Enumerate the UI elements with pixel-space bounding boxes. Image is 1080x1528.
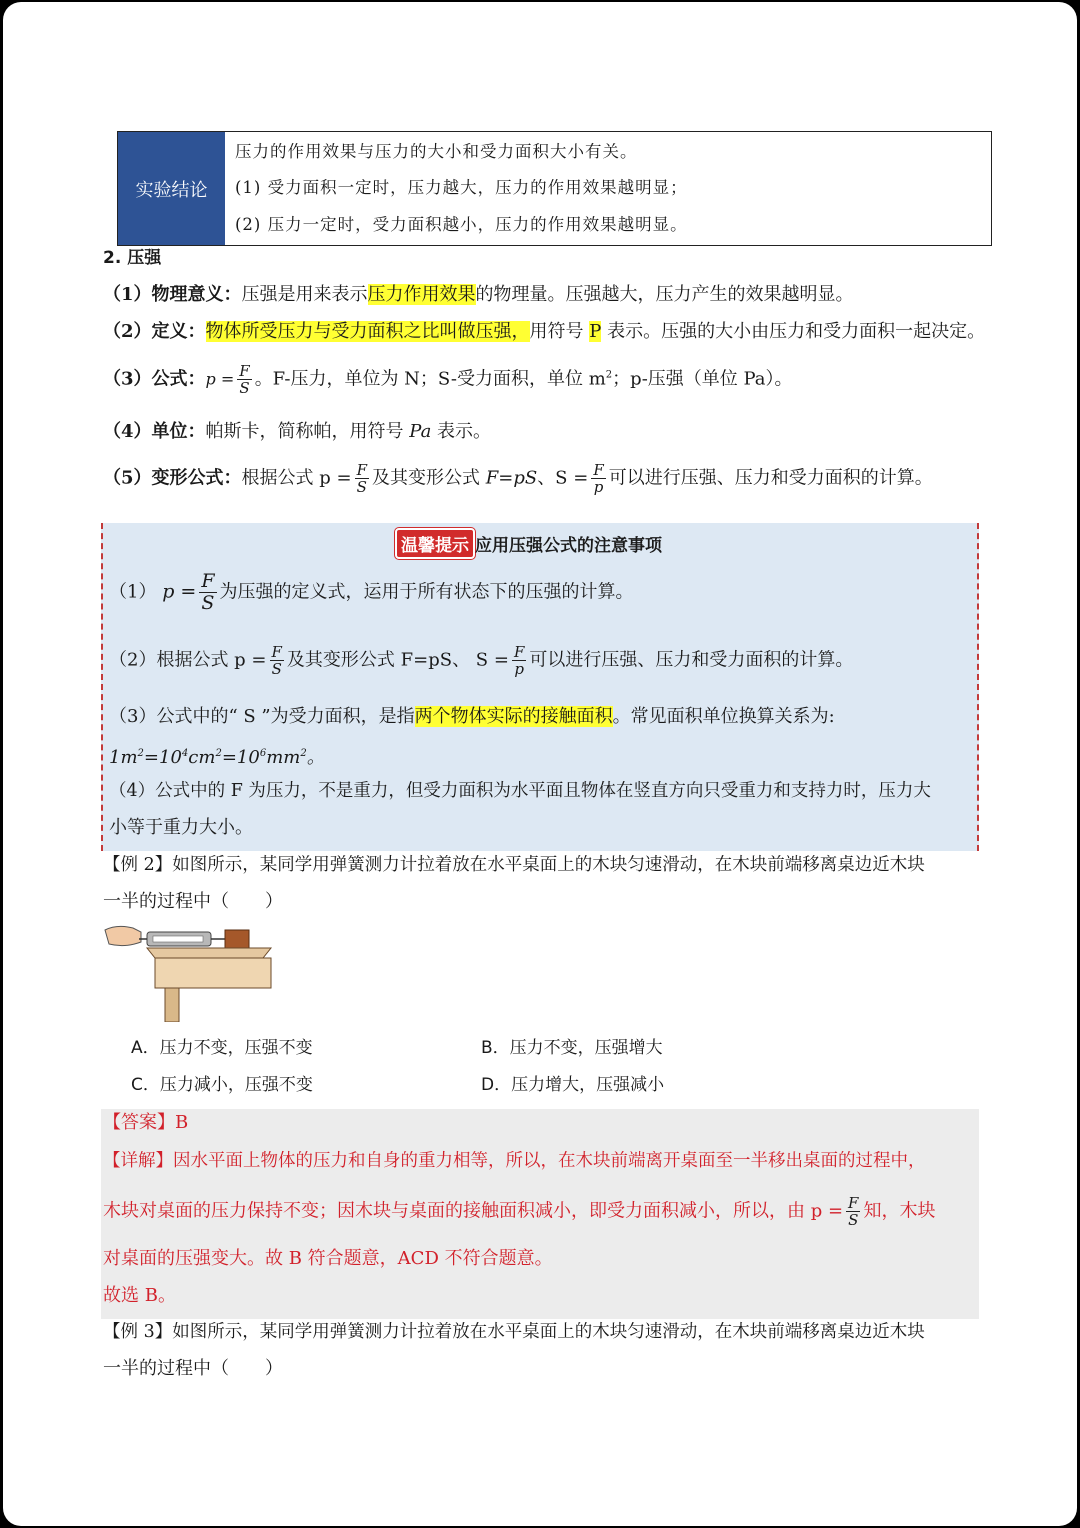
label: （5）变形公式： [103,467,242,489]
table-block-figure [103,922,278,1022]
superscript: 4 [181,748,189,759]
text: cm [188,747,216,768]
para-formula [103,363,793,396]
detail-line-2 [103,1195,935,1228]
table-top [147,948,271,958]
fraction [512,644,526,677]
highlight: P [589,321,602,342]
label: （4）单位： [103,421,206,442]
tip-item-3 [109,705,835,729]
fraction [846,1195,860,1228]
text: 、S = [537,467,589,489]
text: 表示。压强的大小由压力和受力面积一起决定。 [601,321,986,342]
scale-window [153,936,203,942]
denominator: S [356,478,367,496]
label: （1）物理意义： [103,284,242,305]
tip-badge: 温馨提示 [395,528,475,559]
para-physical-meaning [103,283,854,307]
text: （3）公式中的“ S ”为受力面积，是指 [109,706,415,727]
answer-box [101,1109,979,1319]
text: 知，木块 [863,1200,936,1222]
detail-line-1: 【详解】因水平面上物体的压力和自身的重力相等，所以，在木块前端离开桌面至一半移出桌面的过程中， [103,1151,926,1171]
table-leg [165,988,179,1022]
tip-item-4-line-2: 小等于重力大小。 [109,817,253,838]
text: 及其变形公式 [372,467,486,489]
text: 。常见面积单位换算关系为: [612,706,835,727]
tip-heading [395,528,662,559]
fraction [591,462,605,495]
text: 及其变形公式 F=pS、 S = [286,649,509,671]
example2-line-2: 一半的过程中（ ） [103,891,283,912]
text: 可以进行压强、压力和受力面积的计算。 [608,467,933,489]
denominator: S [201,592,215,614]
text: 的物理量。压强越大，压力产生的效果越明显。 [475,284,854,305]
text: 帕斯卡，简称帕，用符号 [205,421,410,442]
text: mm [266,747,301,768]
fraction [237,363,251,396]
section-title: 2. 压强 [103,248,162,268]
text: 压强是用来表示 [241,284,368,305]
denominator: S [239,379,250,397]
para-unit [103,420,491,444]
highlight: 物体所受压力与受力面积之比叫做压强， [205,321,530,342]
example3-line-1: 【例 3】如图所示，某同学用弹簧测力计拉着放在水平桌面上的木块匀速滑动，在木块前端移离桌边近木块 [103,1322,925,1342]
conclusion-table [117,131,992,246]
tip-item-2 [109,644,853,677]
highlight: 压力作用效果 [367,284,476,305]
highlight: 两个物体实际的接触面积 [414,706,613,727]
fraction [199,571,216,614]
example2-line-1: 【例 2】如图所示，某同学用弹簧测力计拉着放在水平桌面上的木块匀速滑动，在木块前端移离桌边近木块 [103,855,925,875]
hand-shape [105,926,141,945]
formula-p: p = [205,369,235,389]
text: 1m [109,747,138,768]
text: 。 [306,747,325,768]
conclusion-line-2: (1) 受力面积一定时，压力越大，压力的作用效果越明显； [235,178,688,197]
para-derived-formula [103,462,933,495]
superscript: 2 [300,748,307,759]
final-answer: 故选 B。 [103,1285,176,1306]
table-front [155,958,271,988]
text: =10 [221,747,260,768]
fraction [270,644,284,677]
denominator: S [271,660,282,678]
numerator: F [356,461,368,479]
option-b[interactable]: B．压力不变，压强增大 [481,1038,663,1058]
denominator: p [514,660,524,678]
numerator: F [513,643,525,661]
conclusion-line-3: (2) 压力一定时，受力面积越小，压力的作用效果越明显。 [235,215,688,234]
numerator: F [271,643,282,661]
text: 为压强的定义式，运用于所有状态下的压强的计算。 [219,581,634,603]
para-definition [103,320,985,344]
tip-item-1 [109,571,634,614]
superscript: 2 [215,748,222,759]
tip-box [101,523,979,851]
text: 木块对桌面的压力保持不变；因木块与桌面的接触面积减小，即受力面积减小，所以，由 p = [103,1200,844,1222]
label: （2）定义： [103,321,206,342]
option-a[interactable]: A．压力不变，压强不变 [131,1038,313,1058]
detail-line-3: 对桌面的压强变大。故 B 符合题意，ACD 不符合题意。 [103,1248,553,1269]
answer-line: 【答案】B [103,1112,189,1133]
text: 表示。 [431,421,492,442]
text: =10 [143,747,182,768]
superscript: 6 [259,748,267,759]
tip-item-4-line-1: （4）公式中的 F 为压力，不是重力，但受力面积为水平面且物体在竖直方向只受重力和支持力时，压力大 [109,781,931,801]
text: 用符号 [529,321,590,342]
conclusion-header: 实验结论 [118,132,225,245]
text: （1） [109,581,163,603]
numerator: F [239,362,250,380]
numerator: F [848,1194,859,1212]
example3-line-2: 一半的过程中（ ） [103,1358,283,1379]
superscript: 2 [605,369,613,381]
conclusion-line-1: 压力的作用效果与压力的大小和受力面积大小有关。 [235,142,638,161]
denominator: S [848,1211,859,1229]
numerator: F [201,570,215,592]
fraction [355,462,369,495]
denominator: p [593,478,604,496]
document-page [3,2,1077,1526]
text: （2）根据公式 p = [109,649,267,671]
wooden-block [225,930,249,948]
text: ；p-压强（单位 Pa）。 [612,368,793,390]
text: 。F-压力，单位为 N；S-受力面积，单位 m [254,368,606,390]
text: 可以进行压强、压力和受力面积的计算。 [529,649,854,671]
label: （3）公式： [103,368,206,390]
formula: F=pS [485,467,538,489]
option-d[interactable]: D．压力增大，压强减小 [481,1075,665,1095]
formula-p: p = [162,580,197,603]
numerator: F [593,461,604,479]
option-c[interactable]: C．压力减小，压强不变 [131,1075,313,1095]
symbol: Pa [409,421,432,442]
text: 根据公式 p = [241,467,352,489]
tip-title: 应用压强公式的注意事项 [475,536,662,556]
tip-unit-conversion [109,742,325,770]
superscript: 2 [137,748,144,759]
